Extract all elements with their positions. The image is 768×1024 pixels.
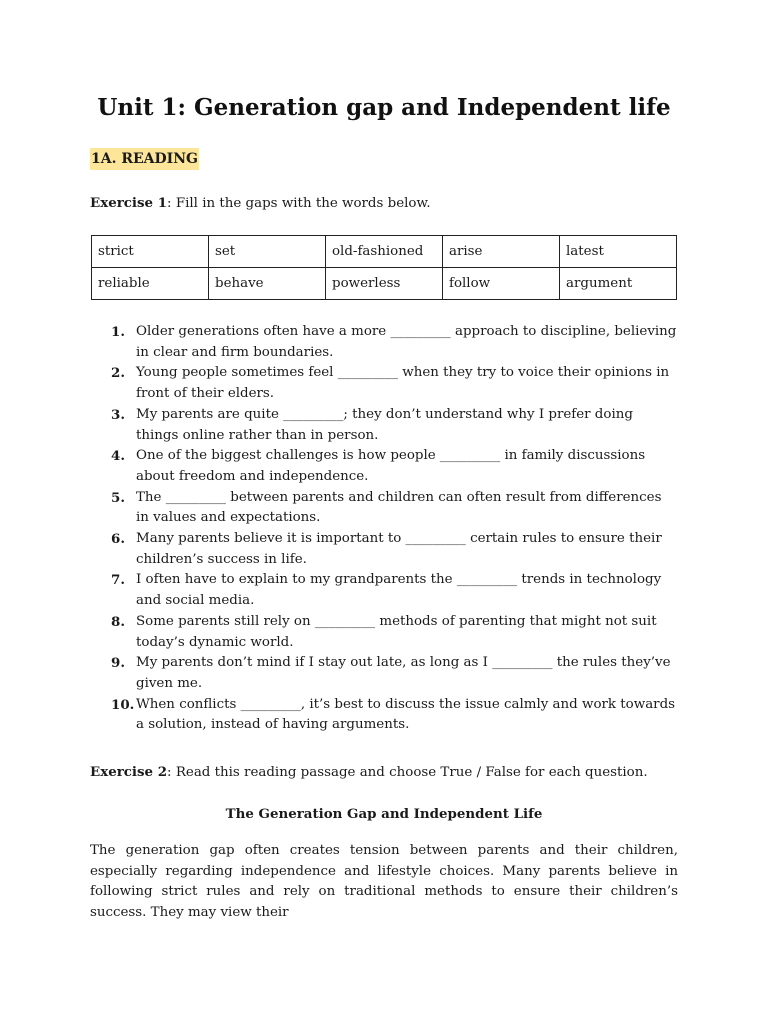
question-list (90, 322, 678, 736)
question-text: My parents are quite _________; they don’t understand why I prefer doing things online rather than in person. (136, 406, 633, 443)
list-item (90, 488, 678, 529)
exercise-1-label: Exercise 1 (90, 195, 168, 211)
word-cell: follow (443, 268, 560, 300)
question-number: 10. (111, 696, 135, 713)
exercise-2-instruction (90, 762, 648, 783)
list-item (90, 612, 678, 653)
question-number: 2. (111, 365, 125, 382)
word-cell: set (209, 236, 326, 268)
word-cell: powerless (326, 268, 443, 300)
list-item (90, 446, 678, 487)
question-text: One of the biggest challenges is how people _________ in family discussions about freedom and independence. (136, 448, 646, 484)
word-cell: argument (560, 268, 677, 300)
list-item (90, 405, 678, 446)
exercise-1-text: : Fill in the gaps with the words below. (167, 196, 431, 211)
question-text: Many parents believe it is important to _________ certain rules to ensure their children’s success in life. (136, 531, 662, 567)
table-row (92, 236, 677, 268)
question-text: The _________ between parents and children can often result from differences in values and expectations. (136, 489, 662, 526)
exercise-2-label: Exercise 2 (90, 764, 168, 780)
question-text: When conflicts _________, it’s best to discuss the issue calmly and work towards a solution, instead of having arguments. (136, 696, 676, 733)
word-cell: strict (92, 236, 209, 268)
list-item (90, 653, 678, 694)
passage-title: The Generation Gap and Independent Life (225, 806, 543, 822)
question-number: 5. (111, 489, 125, 506)
exercise-1-instruction (90, 193, 431, 214)
question-number: 4. (111, 448, 125, 465)
word-cell: behave (209, 268, 326, 300)
list-item (90, 363, 678, 404)
page-title: Unit 1: Generation gap and Independent life (97, 94, 671, 121)
table-row (92, 268, 677, 300)
question-number: 9. (111, 655, 125, 672)
list-item (90, 322, 678, 363)
question-number: 7. (111, 572, 125, 589)
question-text: Some parents still rely on _________ methods of parenting that might not suit today’s dynamic world. (136, 613, 657, 650)
question-text: Young people sometimes feel _________ when they try to voice their opinions in front of their elders. (136, 365, 670, 402)
question-number: 8. (111, 613, 125, 630)
list-item (90, 695, 678, 736)
list-item (90, 529, 678, 570)
question-number: 6. (111, 531, 125, 548)
section-heading: 1A. READING (90, 148, 199, 170)
passage-text: The generation gap often creates tension between parents and their children, especially regarding independence and lifestyle choices. Many parents believe in following strict rules and rely on traditional methods to ensure their children’s success. They may view their (90, 843, 678, 921)
list-item (90, 570, 678, 611)
word-bank-table (91, 235, 677, 300)
word-cell: old-fashioned (326, 236, 443, 268)
question-text: My parents don’t mind if I stay out late, as long as I _________ the rules they’ve given me. (136, 655, 671, 691)
question-number: 3. (111, 406, 125, 423)
word-cell: latest (560, 236, 677, 268)
question-number: 1. (111, 324, 125, 340)
word-cell: reliable (92, 268, 209, 300)
question-text: Older generations often have a more _________ approach to discipline, believing in clear and firm boundaries. (136, 324, 677, 360)
exercise-2-text: : Read this reading passage and choose True / False for each question. (167, 765, 648, 780)
word-cell: arise (443, 236, 560, 268)
question-text: I often have to explain to my grandparents the _________ trends in technology and social media. (136, 572, 662, 609)
